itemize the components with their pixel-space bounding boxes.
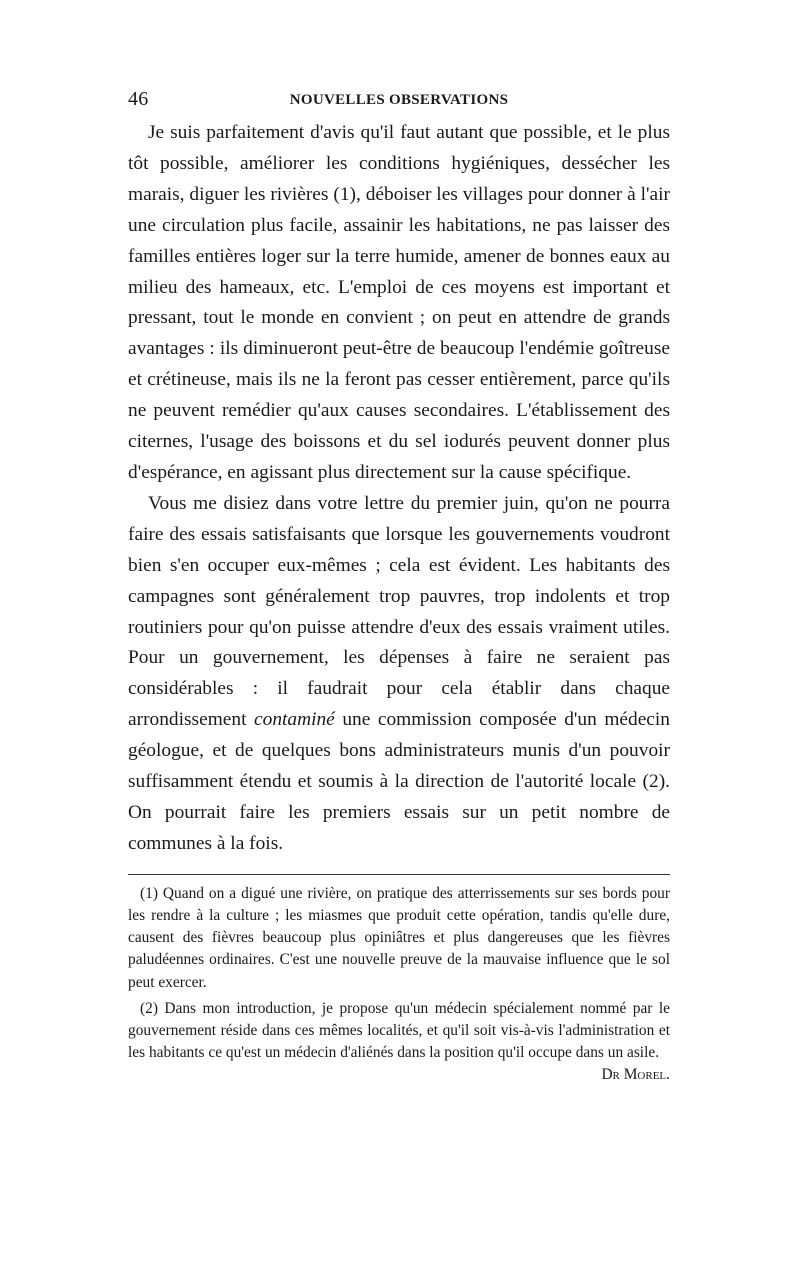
footnote-divider	[128, 874, 670, 875]
main-text	[128, 118, 670, 860]
running-head: NOUVELLES OBSERVATIONS	[289, 92, 509, 108]
footnote-1: (1) Quand on a digué une rivière, on pratique des atterrissements sur ses bords pour les rendre à la culture ; les miasmes que produit cette opération, tandis qu'elle dure, causent des fièvres beaucoup plus opiniâtres et plus dangereuses que les fièvres paludéennes ordinaires. C'est une nouvelle preuve de la mauvaise influence que le sol peut exercer.	[128, 884, 670, 991]
paragraph-2-part-1: Vous me disiez dans votre lettre du premier juin, qu'on ne pourra faire des essais satisfaisants que lorsque les gouvernements voudront bien s'en occuper eux-mêmes ; cela est évident. Les habitants des campagnes sont généralement trop pauvres, trop indolents et trop routiniers pour qu'on puisse attendre d'eux des essais vraiment utiles. Pour un gouvernement, les dépenses à faire ne seraient pas considérables : il faudrait pour cela établir dans chaque arrondissement	[128, 492, 670, 731]
footnote-2	[128, 998, 670, 1084]
paragraph-2-part-2: une commission composée d'un médecin géologue, et de quelques bons administrateurs munis d'un pouvoir suffisamment étendu et soumis à la direction de l'autorité locale (2). On pourrait faire les premiers essais sur un petit nombre de communes à la fois.	[128, 709, 670, 854]
footnote-2-text: (2) Dans mon introduction, je propose qu'un médecin spécialement nommé par le gouvernement réside dans ces mêmes localités, et qu'il soit vis-à-vis l'administration et les habitants ce qu'est un médecin d'aliénés dans la position qu'il occupe dans un asile.	[128, 999, 670, 1062]
book-page	[128, 88, 670, 1087]
paragraph-1: Je suis parfaitement d'avis qu'il faut autant que possible, et le plus tôt possible, améliorer les conditions hygiéniques, dessécher les marais, diguer les rivières (1), déboiser les villages pour donner à l'air une circulation plus facile, assainir les habitations, ne pas laisser des familles entières loger sur la terre humide, amener de bonnes eaux au milieu des hameaux, etc. L'emploi de ces moyens est important et pressant, tout le monde en convient ; on peut en attendre de grands avantages : ils diminueront peut-être de beaucoup l'endémie goîtreuse et crétineuse, mais ils ne la feront pas cesser entièrement, parce qu'ils ne peuvent remédier qu'aux causes secondaires. L'établissement des citernes, l'usage des boissons et du sel iodurés peuvent donner plus d'espérance, en agissant plus directement sur la cause spécifique.	[128, 122, 670, 483]
paragraph-2	[128, 489, 670, 860]
page-number: 46	[128, 88, 149, 110]
italic-word: contaminé	[254, 709, 335, 731]
page-header	[128, 88, 670, 118]
signature: Dr Morel.	[601, 1066, 670, 1084]
footnotes	[128, 883, 670, 1084]
